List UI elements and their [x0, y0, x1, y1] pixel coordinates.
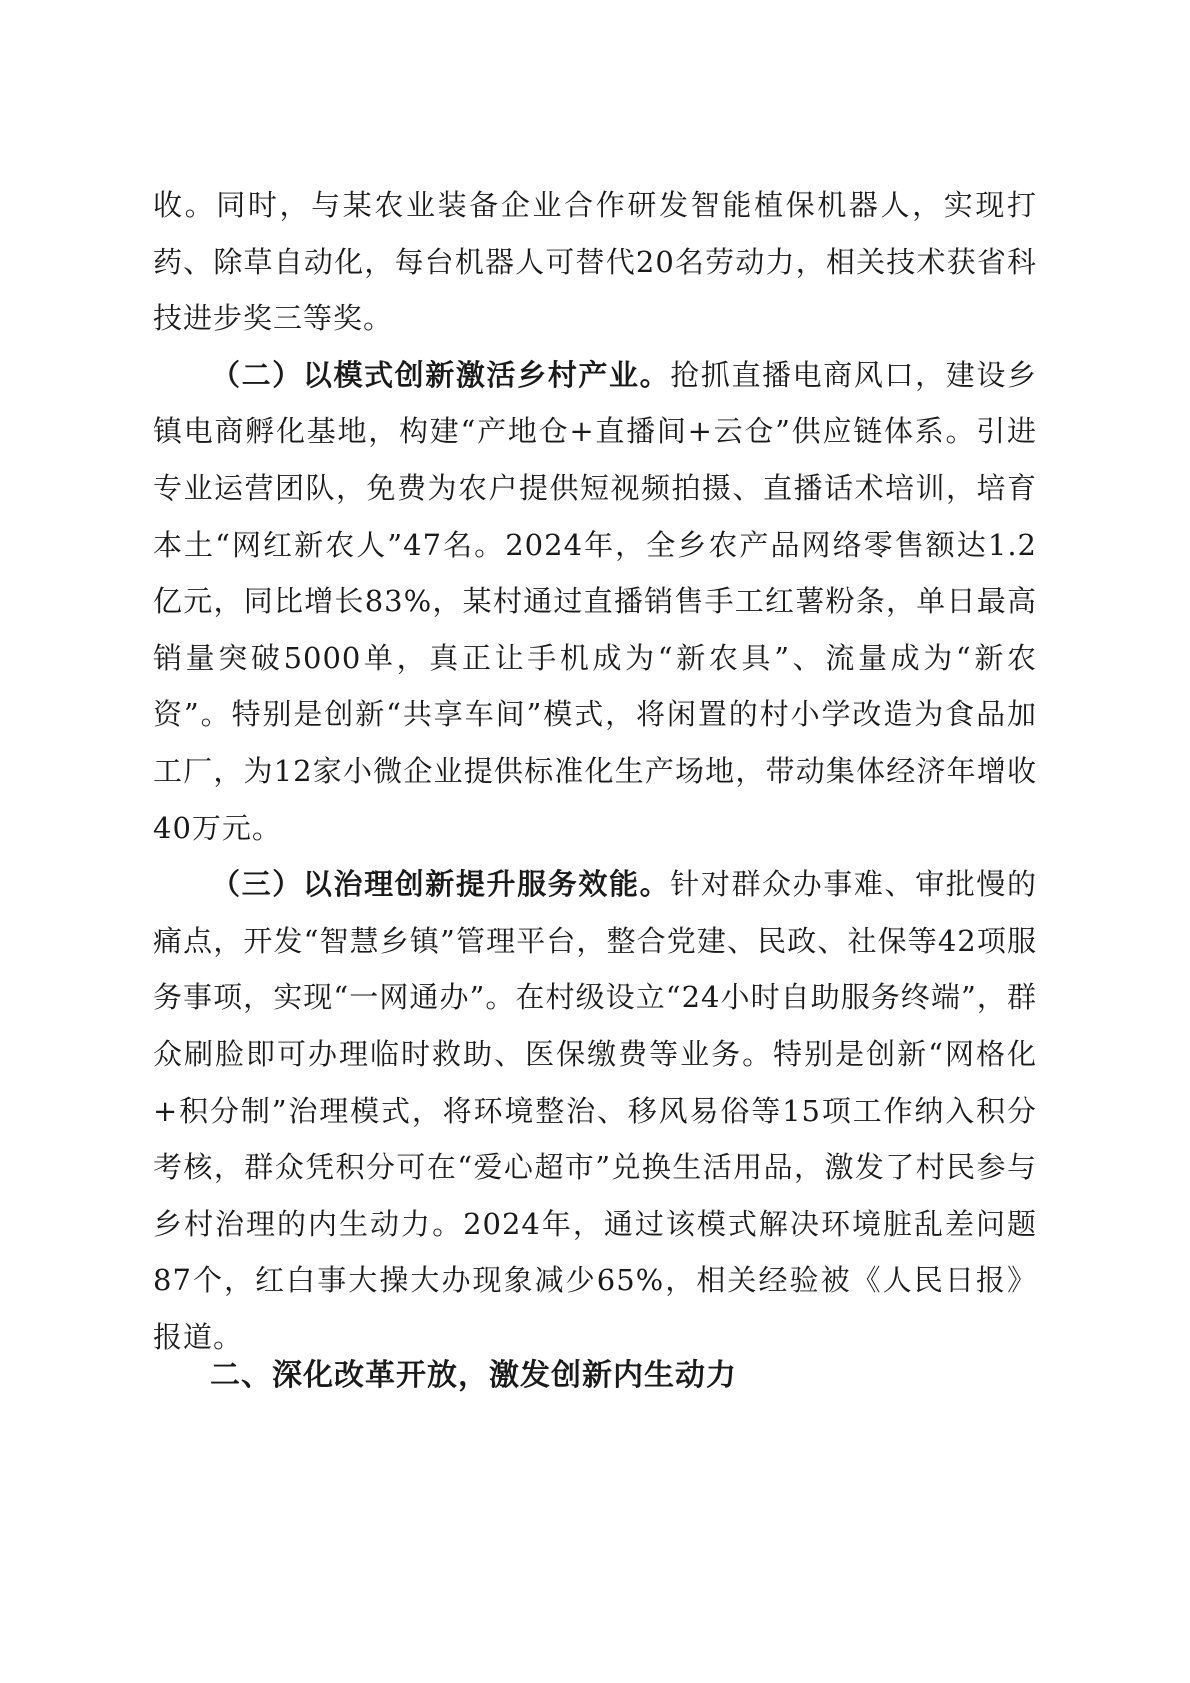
document-body — [153, 177, 1037, 1365]
section-2-text: 抢抓直播电商风口，建设乡镇电商孵化基地，构建“产地仓+直播间+云仓”供应链体系。引进专业运营团队，免费为农户提供短视频拍摄、直播话术培训，培育本土“网红新农人”47名。2024年，全乡农产品网络零售额达1.2亿元，同比增长83%，某村通过直播销售手工红薯粉条，单日最高销量突破5000单，真正让手机成为“新农具”、流量成为“新农资”。特别是创新“共享车间”模式，将闲置的村小学改造为食品加工厂，为12家小微企业提供标准化生产场地，带动集体经济年增收40万元。 — [153, 357, 1037, 845]
paragraph-continuation: 收。同时，与某农业装备企业合作研发智能植保机器人，实现打药、除草自动化，每台机器人可替代20名劳动力，相关技术获省科技进步奖三等奖。 — [153, 188, 1037, 336]
section-3-lead: （三）以治理创新提升服务效能。 — [211, 867, 671, 902]
section-2-lead: （二）以模式创新激活乡村产业。 — [211, 357, 671, 392]
paragraph-section-2 — [153, 347, 1037, 856]
section-3-text: 针对群众办事难、审批慢的痛点，开发“智慧乡镇”管理平台，整合党建、民政、社保等42项服务事项，实现“一网通办”。在村级设立“24小时自助服务终端”，群众刷脸即可办理临时救助、医保缴费等业务。特别是创新“网格化+积分制”治理模式，将环境整治、移风易俗等15项工作纳入积分考核，群众凭积分可在“爱心超市”兑换生活用品，激发了村民参与乡村治理的内生动力。2024年，通过该模式解决环境脏乱差问题87个，红白事大操大办现象减少65%，相关经验被《人民日报》报道。 — [153, 867, 1037, 1354]
paragraph-section-3 — [153, 856, 1037, 1365]
section-heading: 二、深化改革开放，激发创新内生动力 — [210, 1358, 737, 1393]
